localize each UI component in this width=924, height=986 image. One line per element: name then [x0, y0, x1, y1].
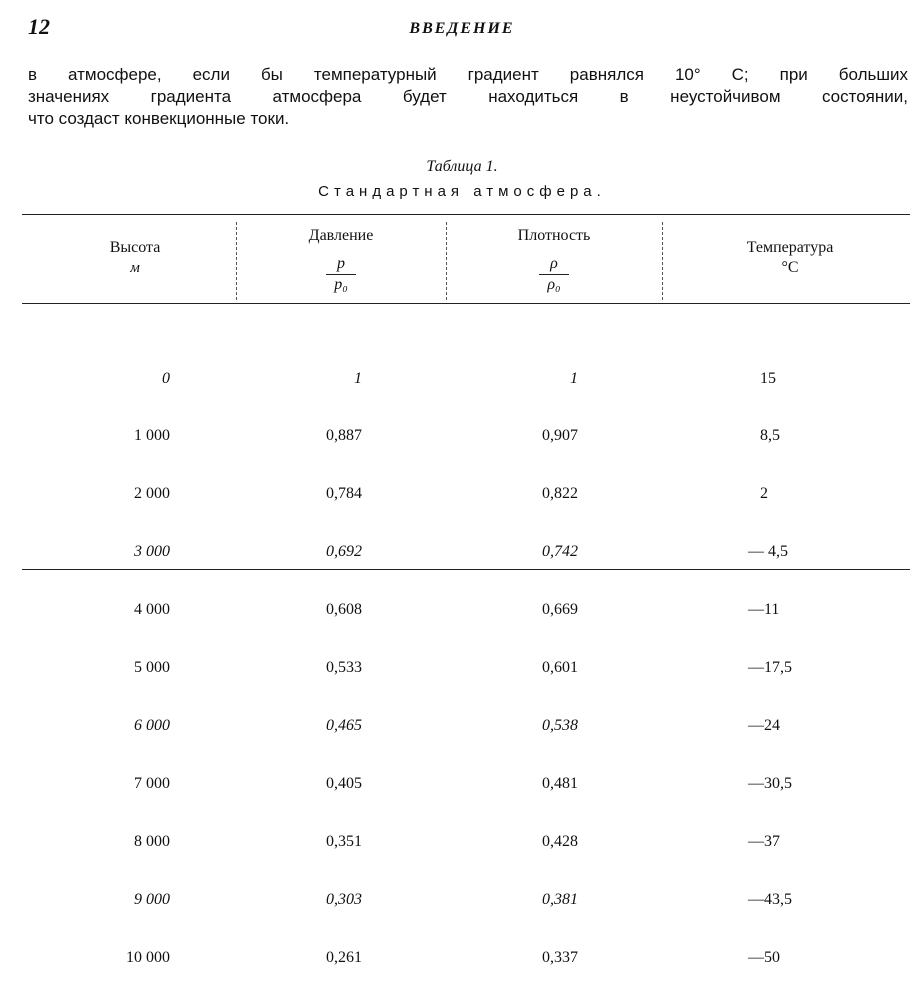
header-density-numerator: ρ — [539, 254, 568, 275]
table-cell: 0,692 — [326, 543, 362, 561]
page-number: 12 — [28, 14, 50, 39]
table-cell: —43,5 — [748, 890, 792, 908]
header-height-title: Высота — [109, 239, 161, 256]
paragraph-line: значениях градиента атмосфера будет находиться в неустойчивом состоянии, — [28, 87, 908, 106]
header-density — [466, 226, 642, 295]
table-cell: 0,351 — [326, 832, 362, 850]
table-cell: 6 000 — [134, 716, 170, 734]
table-cell: —37 — [748, 832, 780, 850]
table-cell: 0,428 — [542, 832, 578, 850]
running-head: ВВЕДЕНИЕ — [409, 20, 515, 37]
header-pressure — [256, 226, 426, 295]
table-cell: 10 000 — [126, 948, 170, 966]
column-divider — [446, 222, 447, 300]
column-pressure-values — [306, 330, 362, 986]
table-cell: —30,5 — [748, 774, 792, 792]
header-height-unit: м — [130, 260, 140, 276]
header-density-fraction — [539, 254, 568, 295]
table-cell: 0,742 — [542, 543, 578, 561]
header-temperature-unit: °С — [781, 259, 799, 276]
table-cell: 0,481 — [542, 774, 578, 792]
table-cell: 0,405 — [326, 774, 362, 792]
table-cell: 1 — [570, 369, 578, 387]
table-cell: —17,5 — [748, 659, 792, 677]
column-temperature-values — [748, 330, 838, 986]
table-cell: 1 — [354, 369, 362, 387]
header-density-denominator: ρ₀ — [547, 276, 561, 293]
table-cell: 9 000 — [134, 890, 170, 908]
table-cell: 0,533 — [326, 659, 362, 677]
table-cell: 0,608 — [326, 601, 362, 619]
column-density-values — [520, 330, 578, 986]
table-label: Таблица 1. — [426, 158, 498, 175]
header-pressure-denominator: p₀ — [334, 276, 348, 293]
table-cell: 0,465 — [326, 716, 362, 734]
header-pressure-fraction — [326, 254, 356, 295]
column-height-values — [108, 330, 170, 986]
column-divider — [236, 222, 237, 300]
table-cell: 0,887 — [326, 427, 362, 445]
body-paragraph — [28, 64, 908, 130]
table-cell: 0,261 — [326, 948, 362, 966]
table-cell: 7 000 — [134, 774, 170, 792]
header-density-title: Плотность — [517, 227, 591, 244]
table-cell: 15 — [760, 369, 776, 387]
paragraph-line: что создаст конвекционные токи. — [28, 109, 290, 128]
table-cell: 0,303 — [326, 890, 362, 908]
table-header-rule — [22, 303, 910, 304]
table-cell: 0,538 — [542, 716, 578, 734]
header-temperature — [690, 238, 890, 278]
table-cell: 0,381 — [542, 890, 578, 908]
header-height — [60, 238, 210, 278]
table-cell: 2 000 — [134, 485, 170, 503]
table-cell: 0,784 — [326, 485, 362, 503]
table-cell: 0,669 — [542, 601, 578, 619]
table-cell: 4 000 — [134, 601, 170, 619]
paragraph-line: в атмосфере, если бы температурный градиент равнялся 10° С; при больших — [28, 65, 908, 84]
table-cell: —50 — [748, 948, 780, 966]
table-cell: —11 — [748, 601, 780, 619]
table-cell: 0,337 — [542, 948, 578, 966]
table-top-rule — [22, 214, 910, 215]
header-pressure-title: Давление — [308, 227, 374, 244]
table-cell: 5 000 — [134, 659, 170, 677]
table-cell: — 4,5 — [748, 543, 788, 561]
table-cell: 0,822 — [542, 485, 578, 503]
table-cell: 3 000 — [134, 543, 170, 561]
table-cell: 2 — [748, 485, 768, 503]
table-cell: 8,5 — [748, 427, 780, 445]
table-cell: 0,907 — [542, 427, 578, 445]
column-divider — [662, 222, 663, 300]
table-cell: 0,601 — [542, 659, 578, 677]
table-cell: —24 — [748, 716, 780, 734]
table-cell: 1 000 — [134, 427, 170, 445]
table-cell: 0 — [162, 369, 170, 387]
header-temperature-title: Температура — [746, 239, 834, 256]
table-cell: 8 000 — [134, 832, 170, 850]
header-pressure-numerator: p — [326, 254, 356, 275]
table-title: Стандартная атмосфера. — [318, 183, 606, 200]
